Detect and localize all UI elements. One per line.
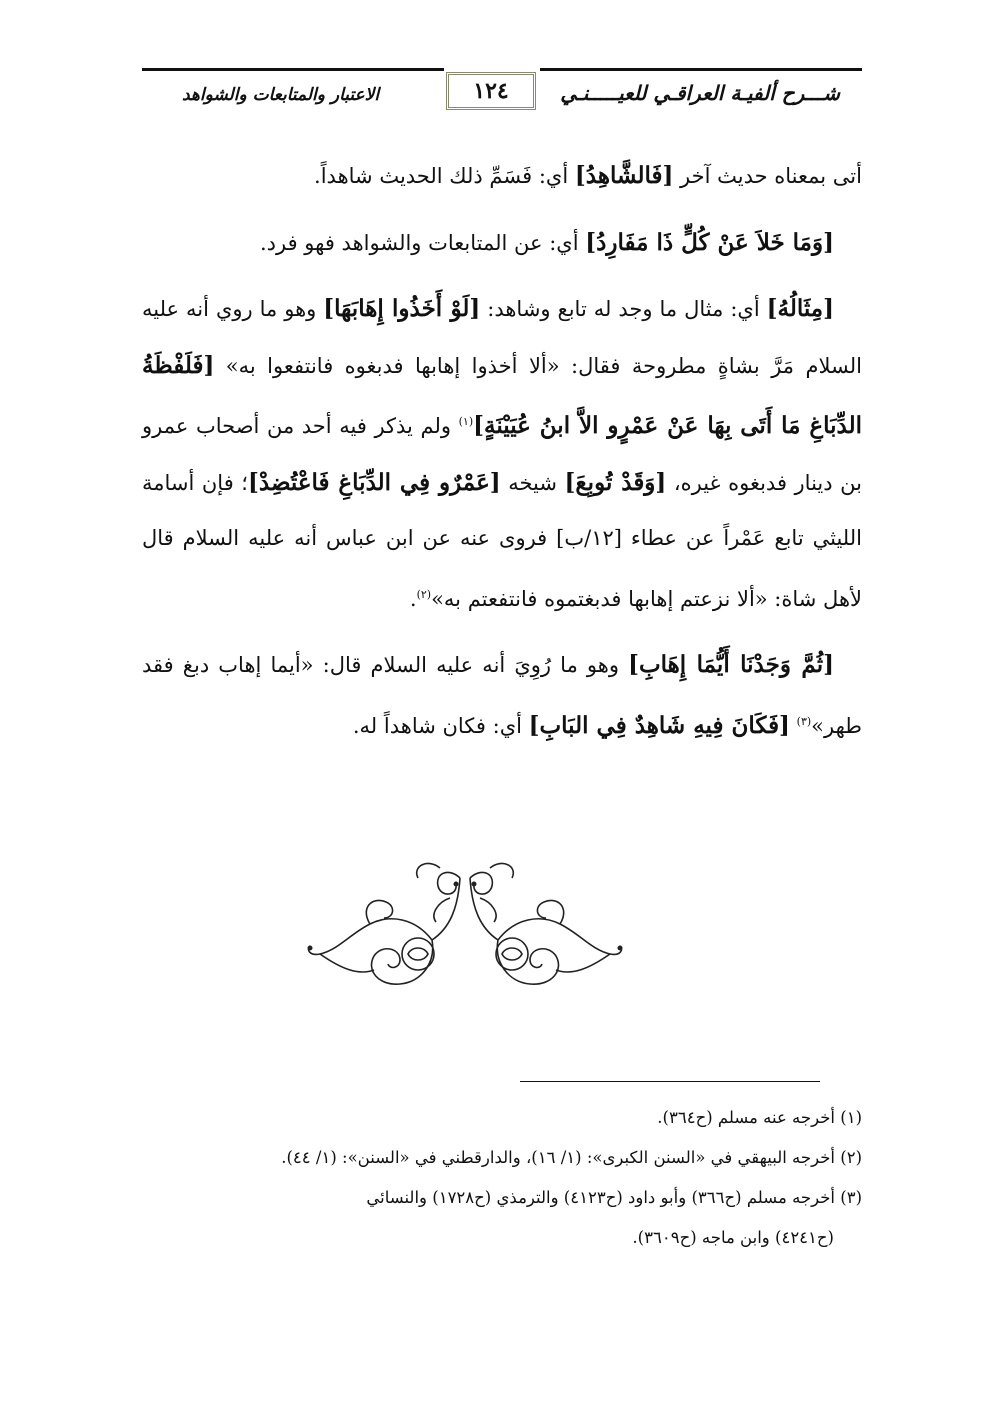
verse-quote: [ثُمَّ وَجَدْنَا أَيُّمَا إِهَابِ]	[628, 651, 834, 678]
text-span: أي: عن المتابعات والشواهد فهو فرد.	[259, 230, 586, 255]
paragraph-4	[142, 637, 862, 754]
page-number: ١٢٤	[446, 72, 536, 110]
text-span: أي: مثال ما وجد له تابع وشاهد:	[480, 297, 767, 321]
footnote-marker-1[interactable]: (١)	[458, 415, 474, 428]
text-span: أي: فكان شاهداً له.	[352, 713, 529, 738]
paragraph-3	[142, 281, 862, 627]
footnote-marker-3[interactable]: (٣)	[796, 714, 812, 728]
text-span: شيخه	[500, 470, 565, 495]
footnote-2: (٢) أخرجه البيهقي في «السنن الكبرى»: (١/ ١٦)، والدارقطني في «السنن»: (١/ ٤٤).	[281, 1148, 862, 1167]
verse-quote: [فَكَانَ فِيهِ شَاهِدٌ فِي البَابِ]	[528, 711, 790, 739]
footnote-marker-2[interactable]: (٢)	[416, 587, 432, 601]
header-section-title-box	[142, 68, 444, 117]
text-span: أي: فَسَمِّ ذلك الحديث شاهداً.	[314, 164, 575, 188]
verse-quote: [فَلَفْظَةُ الدِّبَاغِ مَا أَتَى بِهَا عَنْ عَمْرٍو الاَّ ابنُ عُيَيْنَةٍ]	[142, 351, 862, 439]
footnote-separator	[520, 1081, 820, 1082]
verse-quote: [وَقَدْ تُوبِعَ]	[564, 468, 667, 496]
header-book-title: شـــرح ألفيـة العراقـي للعيـــــنـي	[560, 81, 840, 105]
text-span: وهو ما روي أنه عليه السلام مَرَّ بشاةٍ مطروحة فقال: «ألا أخذوا إهابها فدبغوه فانتفعوا به»	[142, 297, 862, 378]
header-section-title: الاعتبار والمتابعات والشواهد	[182, 85, 380, 105]
text-span: أتى بمعناه حديث آخر	[673, 164, 862, 188]
main-text	[142, 148, 862, 754]
text-span: .	[409, 586, 417, 611]
verse-quote: [وَمَا خَلاَ عَنْ كُلٍّ ذَا مَفَارِدُ]	[585, 228, 834, 256]
header-book-title-box	[540, 68, 862, 117]
verse-quote: [مِثَالُهُ]	[766, 295, 835, 322]
verse-quote: [فَالشَّاهِدُ]	[574, 162, 674, 189]
text-span: وهو ما رُوِيَ أنه عليه السلام قال: «أيما إهاب دبغ فقد طهر»	[142, 653, 862, 738]
running-header	[142, 68, 862, 116]
text-span: ؛ فإن أسامة الليثي تابع عَمْراً عن عطاء [١٢/ب] فروى عنه عن ابن عباس أنه عليه السلام قال لأهل شاة: «ألا نزعتم إهابها فدبغتموه فانتفعتم به»	[142, 470, 862, 611]
footnote-3: (٣) أخرجه مسلم (ح٣٦٦) وأبو داود (ح٤١٢٣) والترمذي (ح١٧٢٨) والنسائي	[366, 1188, 862, 1207]
footnotes	[142, 1098, 862, 1258]
paragraph-1	[142, 148, 862, 205]
floral-ornament-icon	[300, 858, 630, 994]
footnote-1: (١) أخرجه عنه مسلم (ح٣٦٤).	[657, 1108, 862, 1127]
text-span	[790, 714, 797, 738]
footnote-3-continuation: (ح٤٢٤١) وابن ماجه (ح٣٦٠٩).	[632, 1228, 834, 1247]
verse-quote: [عَمْرٌو فِي الدِّبَاغِ فَاعْتُضِدْ]	[247, 468, 501, 496]
paragraph-2	[142, 215, 862, 272]
text-span: ولم يذكر فيه أحد من أصحاب عمرو بن دينار فدبغوه غيره،	[142, 414, 862, 495]
verse-quote: [لَوْ أَخَذُوا إِهَابَهَا]	[323, 295, 481, 322]
